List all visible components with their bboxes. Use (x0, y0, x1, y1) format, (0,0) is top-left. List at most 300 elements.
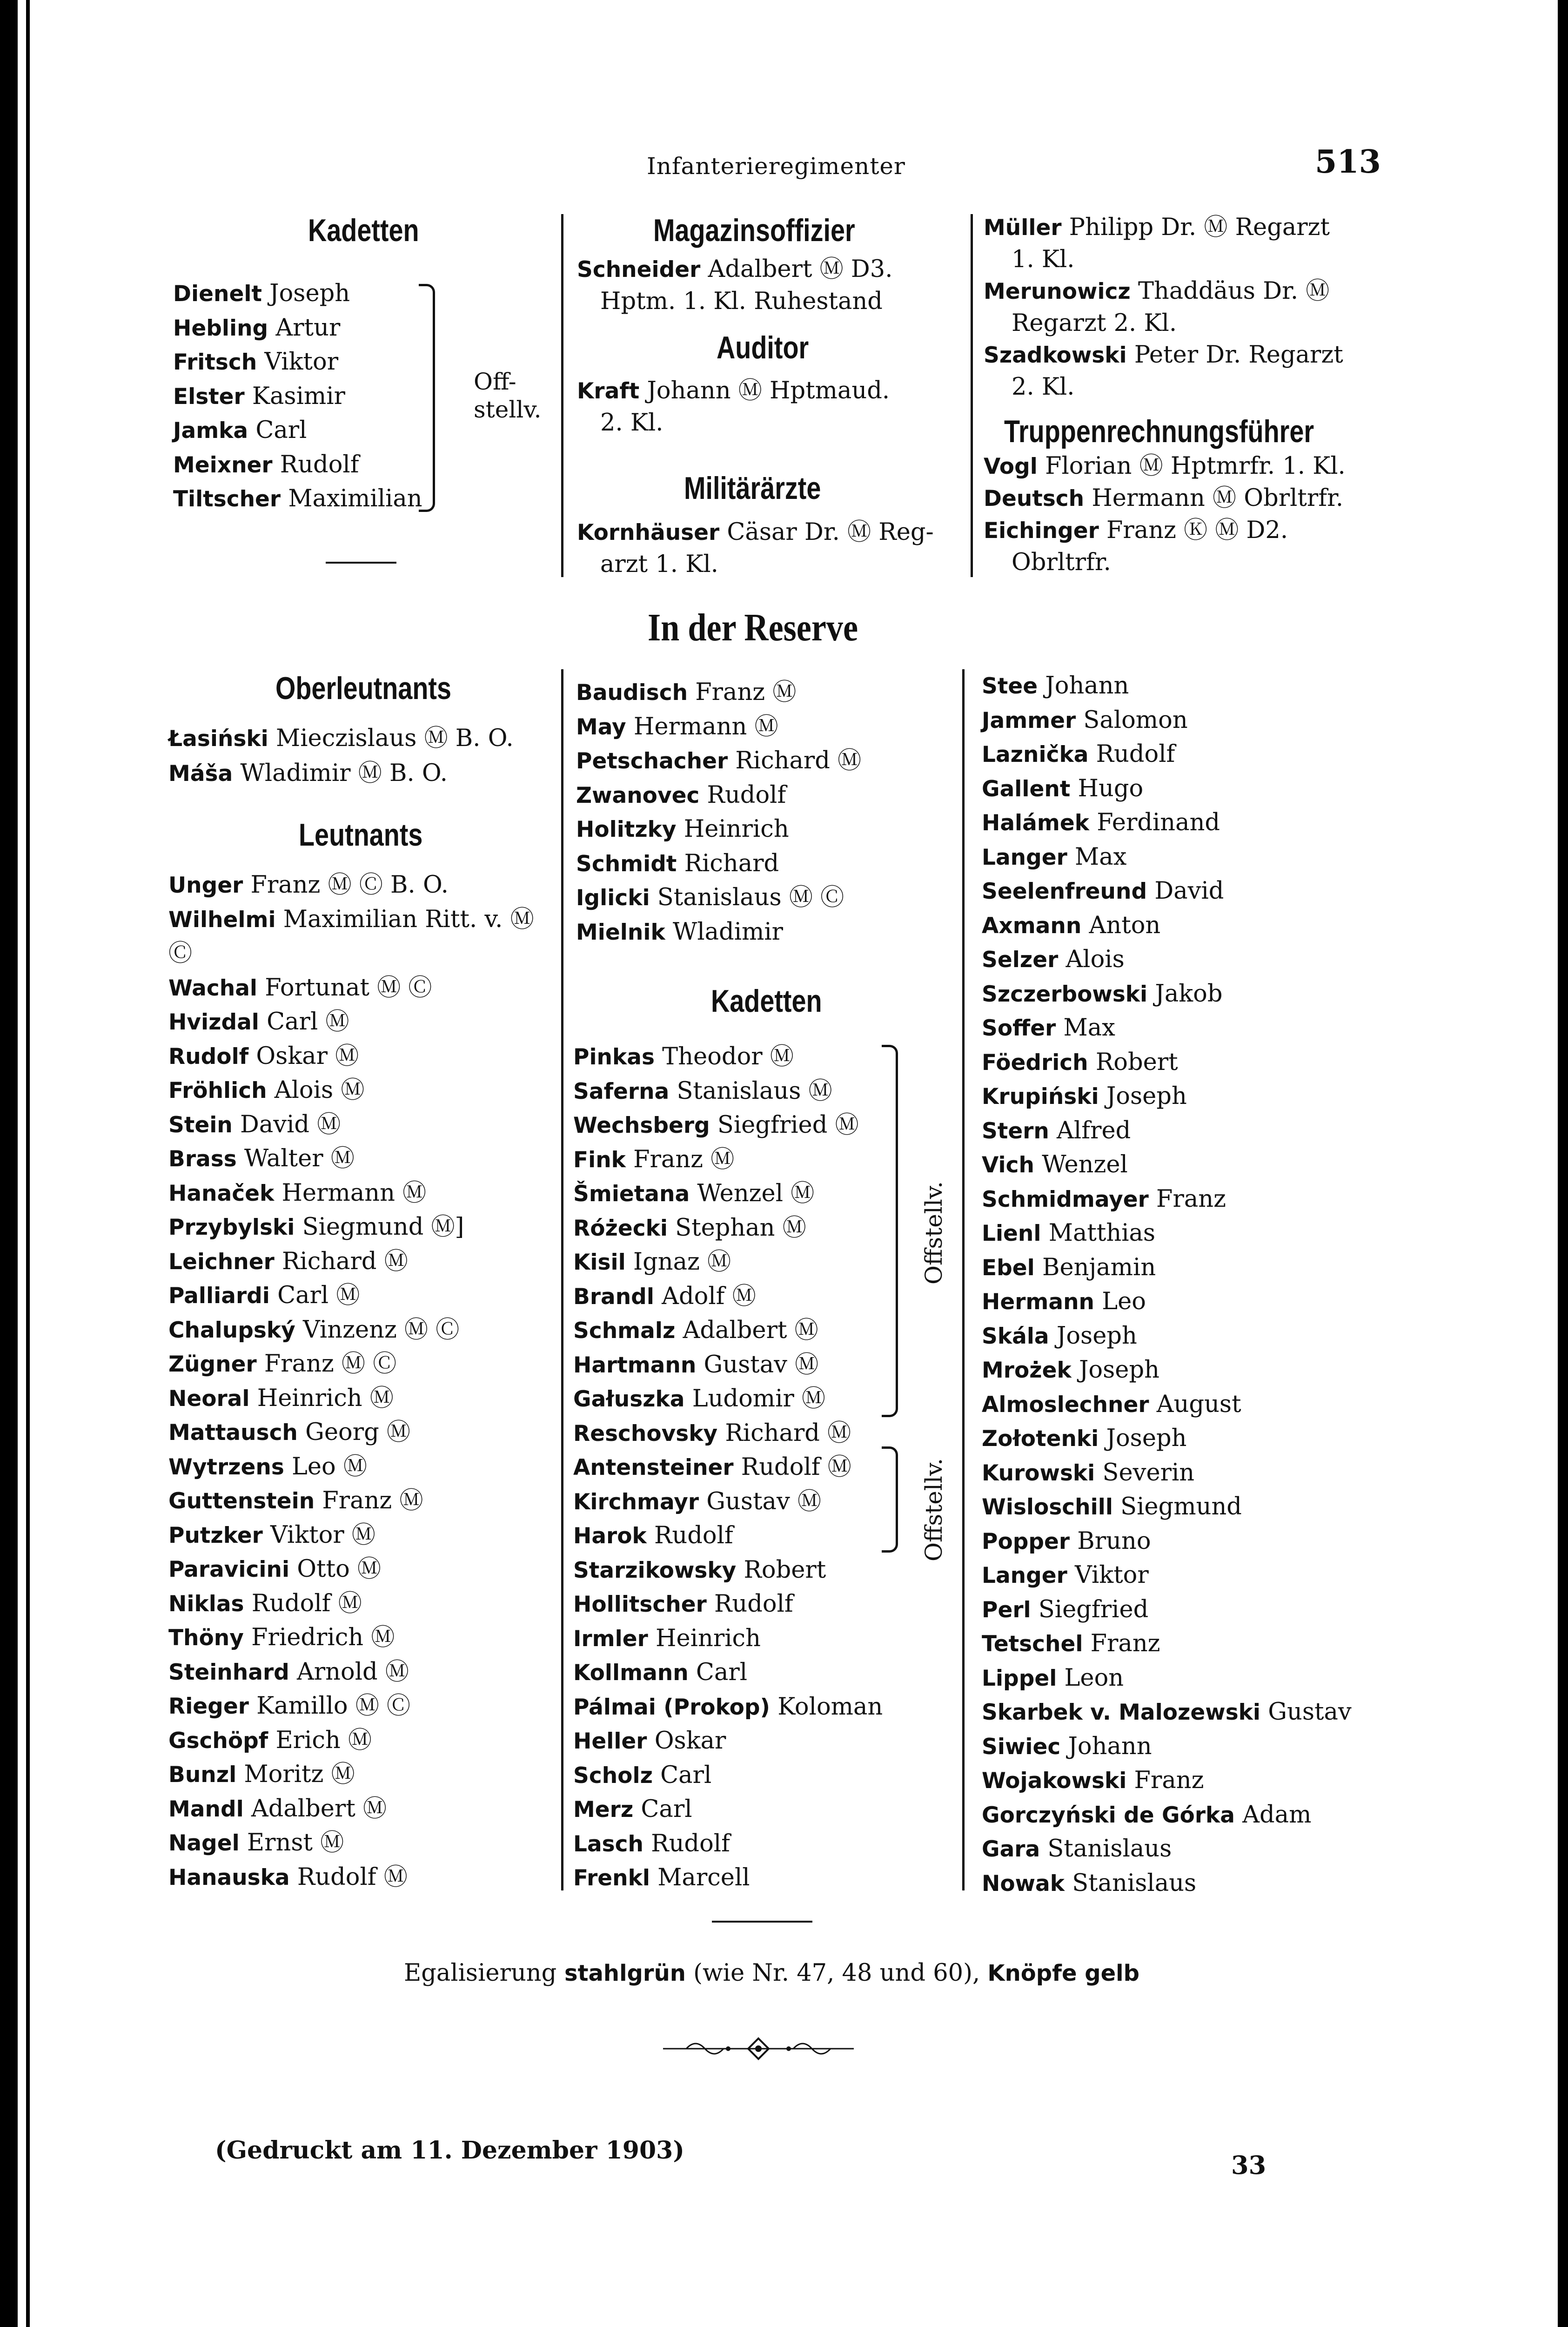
col-separator-2-bottom (962, 669, 965, 1890)
entry-given-and-rank: Koloman (770, 1693, 883, 1721)
list-item (573, 1143, 883, 1177)
entry-given-and-rank: Johann (1038, 672, 1129, 699)
list-item (573, 1314, 883, 1348)
entry-given-and-rank: Joseph (261, 280, 350, 307)
list-item (982, 704, 1352, 738)
entry-surname: Wilhelmi (168, 907, 276, 933)
militaeraerzte-heading: Militärärzte (684, 471, 821, 506)
entry-given-and-rank: Joseph (1071, 1356, 1159, 1384)
list-item (984, 483, 1346, 515)
list-item (168, 1313, 534, 1348)
footer-rule (712, 1921, 812, 1923)
entry-given-and-rank: Matthias (1041, 1219, 1156, 1247)
entry-given-and-rank: Ferdinand (1089, 809, 1220, 836)
entry-surname: Palliardi (168, 1283, 270, 1309)
list-item (168, 1279, 534, 1313)
entry-surname: Brandl (573, 1284, 654, 1310)
entry-surname: Szczerbowski (982, 981, 1148, 1007)
entry-given-and-rank: Wladimir Ⓜ B. O. (233, 760, 448, 787)
entry-surname: Elster (173, 383, 245, 410)
list-item (168, 1861, 534, 1895)
entry-surname: Zołotenki (982, 1426, 1099, 1452)
entry-surname: Starzikowsky (573, 1557, 737, 1583)
entry-given-and-rank: Rudolf Ⓜ (244, 1589, 362, 1617)
col-separator-1-top (561, 214, 563, 577)
entry-given-and-rank: Gustav (1260, 1698, 1352, 1726)
entry-surname: Wechsberg (573, 1113, 710, 1138)
entry-given-and-rank: Franz Ⓜ (625, 1145, 735, 1173)
entry-given-and-rank: Stanislaus (1065, 1869, 1197, 1897)
entry-surname: Hanauska (168, 1864, 290, 1890)
entry-given-and-rank: Viktor Ⓜ (262, 1521, 375, 1549)
entry-given-and-rank: Kasimir (244, 382, 345, 410)
entry-given-and-rank: Carl Ⓜ (259, 1008, 349, 1036)
list-item (982, 1011, 1352, 1046)
auditor-rest: Johann Ⓜ Hptmaud. (639, 377, 890, 404)
list-item (168, 1689, 534, 1724)
entry-given-and-rank: Franz Ⓜ (315, 1487, 423, 1514)
col1-oberleutnants-heading: Oberleutnants (275, 671, 451, 706)
sheet-number: 33 (1231, 2150, 1266, 2180)
list-item (173, 380, 422, 414)
entry-given-and-rank: Alois (1058, 946, 1125, 973)
entry-surname: Frenkl (573, 1865, 650, 1891)
entry-given-and-rank: Carl (633, 1796, 692, 1823)
entry-given-and-rank: Joseph (1099, 1425, 1187, 1452)
list-item (576, 881, 861, 915)
entry-surname: Mrożek (982, 1358, 1072, 1383)
entry-given-and-rank: Maximilian Ritt. v. Ⓜ (275, 905, 534, 933)
list-item (982, 1353, 1352, 1388)
entry-surname: Saferna (573, 1078, 670, 1104)
entry-surname: Holitzky (576, 817, 677, 842)
list-item (573, 1759, 883, 1793)
entry-given-and-rank: Franz Ⓜ Ⓒ (256, 1350, 397, 1378)
list-item (573, 1622, 883, 1656)
entry-surname: Chalupský (168, 1317, 295, 1343)
entry-given-and-rank: Alois Ⓜ (267, 1076, 365, 1104)
list-item (168, 868, 534, 903)
entry-surname: Soffer (982, 1016, 1056, 1041)
entry-surname: Máša (168, 761, 233, 787)
entry-surname: Kurowski (982, 1460, 1095, 1486)
entry-surname: Unger (168, 873, 243, 898)
entry-given-and-rank: Siegfried (1031, 1595, 1149, 1623)
auditor-heading: Auditor (717, 330, 809, 365)
col1-kadetten-brace (419, 284, 435, 512)
entry-given-and-rank: Salomon (1076, 706, 1188, 734)
list-item (173, 345, 422, 380)
entry-surname: Gara (982, 1836, 1040, 1862)
entry-continuation: Obrltrfr. (1012, 549, 1111, 576)
list-item (168, 756, 514, 791)
list-item (573, 1793, 883, 1827)
list-item (982, 909, 1352, 943)
list-item (576, 779, 861, 813)
entry-given-and-rank: Vinzenz Ⓜ Ⓒ (295, 1316, 460, 1344)
col1-leutnants-heading: Leutnants (299, 817, 423, 853)
entry-given-and-rank: Oskar Ⓜ (248, 1042, 359, 1070)
entry-given-and-rank: Ignaz Ⓜ (625, 1248, 731, 1276)
entry-surname: Heller (573, 1728, 647, 1754)
list-item (168, 1142, 534, 1177)
entry-given-and-rank: Franz Ⓚ Ⓜ D2. (1099, 517, 1288, 544)
entry-given-and-rank: Carl Ⓜ (269, 1282, 360, 1309)
entry-given-and-rank: Rudolf (699, 781, 786, 809)
entry-given-and-rank: Gustav Ⓜ (696, 1351, 819, 1379)
entry-given-and-rank: Marcell (650, 1864, 750, 1891)
entry-given-and-rank: Heinrich (676, 815, 789, 843)
entry-surname: Popper (982, 1528, 1070, 1554)
entry-surname: Kirchmayr (573, 1489, 699, 1515)
entry-surname: Lienl (982, 1221, 1041, 1246)
entry-given-and-rank: Wenzel Ⓜ (690, 1180, 815, 1207)
col2-kadetten-brace-1 (882, 1045, 898, 1417)
entry-given-and-rank: Hermann Ⓜ (274, 1179, 427, 1207)
entry-continuation: 1. Kl. (1012, 246, 1075, 273)
auditor-line2: 2. Kl. (600, 409, 663, 437)
entry-given-and-rank: Rudolf Ⓜ (289, 1863, 408, 1891)
scan-border-left (0, 0, 18, 2327)
entry-surname: Siwiec (982, 1734, 1061, 1760)
list-item (573, 1280, 883, 1314)
entry-given-and-rank: Siegmund (1112, 1493, 1242, 1520)
entry-surname: Mielnik (576, 919, 665, 945)
col1-kadetten-list (173, 277, 422, 517)
entry-given-and-rank: Oskar (647, 1727, 726, 1755)
entry-surname: Tetschel (982, 1631, 1083, 1657)
entry-surname: Mattausch (168, 1420, 298, 1446)
entry-given-and-rank: Hermann Ⓜ Obrltrfr. (1084, 484, 1344, 512)
entry-given-and-rank: Franz (1148, 1185, 1226, 1213)
list-item (173, 448, 422, 483)
list-item (573, 1417, 883, 1451)
col1-brace-label (474, 368, 542, 424)
entry-given-and-rank: Franz (1126, 1767, 1204, 1794)
entry-given-and-rank: Artur (268, 314, 341, 342)
entry-given-and-rank: Erich Ⓜ (268, 1726, 372, 1754)
entry-surname: Stee (982, 673, 1038, 699)
entry-given-and-rank: Ⓒ (168, 940, 193, 967)
entry-continuation: 2. Kl. (1012, 373, 1075, 401)
list-item (982, 806, 1352, 841)
list-item (576, 915, 861, 950)
entry-surname: Zwanovec (576, 782, 700, 808)
list-item (982, 1319, 1352, 1354)
entry-surname: Lippel (982, 1665, 1057, 1691)
egalisierung-ref: (wie Nr. 47, 48 und 60), (685, 1959, 988, 1987)
list-item (168, 1655, 534, 1690)
entry-surname: Pálmai (Prokop) (573, 1694, 770, 1720)
list-item (982, 1559, 1352, 1593)
entry-given-and-rank: Fortunat Ⓜ Ⓒ (257, 974, 432, 1002)
egalisierung-label: Egalisierung (404, 1959, 557, 1987)
entry-given-and-rank: Kamillo Ⓜ Ⓒ (248, 1692, 411, 1720)
entry-surname: Scholz (573, 1762, 653, 1789)
entry-surname: Wisloschill (982, 1494, 1113, 1520)
list-item (982, 841, 1352, 875)
list-item (168, 1211, 534, 1245)
entry-given-and-rank: Stephan Ⓜ (667, 1214, 806, 1242)
entry-given-and-rank: Peter Dr. Regarzt (1126, 341, 1343, 369)
entry-surname: Hartmann (573, 1352, 697, 1378)
entry-surname: Nagel (168, 1830, 240, 1856)
entry-given-and-rank: Arnold Ⓜ (289, 1658, 409, 1686)
entry-surname: Perl (982, 1597, 1031, 1623)
list-item (982, 1251, 1352, 1285)
magazinsoffizier-surname: Schneider (577, 257, 701, 282)
list-item (168, 1245, 534, 1279)
entry-given-and-rank: Anton (1081, 911, 1161, 939)
truppenrechnungsfuehrer-heading: Truppenrechnungsführer (1004, 414, 1314, 449)
list-item (982, 874, 1352, 909)
entry-surname: Wachal (168, 975, 258, 1001)
list-item (168, 1177, 534, 1211)
entry-surname: Hebling (173, 315, 268, 341)
col1-short-rule (326, 562, 396, 564)
entry-given-and-rank: Johann (1060, 1732, 1152, 1760)
entry-surname: Harok (573, 1523, 647, 1549)
entry-surname: Müller (984, 215, 1062, 241)
entry-surname: Hvizdal (168, 1009, 259, 1035)
list-item (982, 1695, 1352, 1730)
list-item (982, 1114, 1352, 1149)
list-item (168, 1758, 534, 1792)
entry-surname: Schmidmayer (982, 1186, 1149, 1212)
entry-given-and-rank: Stanislaus Ⓜ Ⓒ (650, 884, 844, 911)
entry-surname: Eichinger (984, 518, 1099, 544)
entry-surname: Reschovsky (573, 1420, 718, 1446)
entry-given-and-rank: Otto Ⓜ (289, 1555, 382, 1583)
entry-surname: Langer (982, 1563, 1067, 1588)
entry-given-and-rank: Franz (1083, 1630, 1160, 1657)
list-item (576, 676, 861, 710)
col2-brace-label-2: Offstellv. (920, 1458, 947, 1561)
list-item (982, 1832, 1352, 1867)
entry-given-and-rank: Carl (688, 1659, 748, 1686)
entry-surname: Bunzl (168, 1762, 237, 1788)
militaeraerzte-entry (577, 517, 934, 580)
entry-given-and-rank: Max (1067, 843, 1127, 871)
list-item (982, 772, 1352, 807)
list-item (168, 1382, 534, 1416)
entry-given-and-rank: Leon (1057, 1664, 1124, 1692)
list-item (982, 1798, 1352, 1833)
entry-given-and-rank: Benjamin (1034, 1253, 1156, 1281)
list-item (982, 1627, 1352, 1661)
entry-surname: Thöny (168, 1625, 244, 1651)
entry-given-and-rank: Rudolf (646, 1522, 733, 1549)
entry-given-and-rank: Richard Ⓜ (728, 747, 862, 774)
list-item (168, 1108, 534, 1143)
list-item (573, 1656, 883, 1690)
scan-border-left-inner (26, 0, 30, 2327)
list-item (168, 1621, 534, 1655)
entry-given-and-rank: Hugo (1070, 774, 1144, 802)
entry-surname: Schmidt (576, 851, 677, 877)
brace-label-line2: stellv. (474, 396, 542, 423)
entry-given-and-rank: Walter Ⓜ (236, 1145, 355, 1172)
col3-reserve-list (982, 669, 1352, 1901)
entry-given-and-rank: Siegfried Ⓜ (710, 1111, 859, 1139)
list-item (573, 1382, 883, 1417)
entry-surname: Kisil (573, 1250, 626, 1275)
entry-surname: Łasiński (168, 726, 268, 752)
list-item (982, 1661, 1352, 1696)
entry-surname: Różecki (573, 1215, 668, 1241)
entry-surname: Šmietana (573, 1181, 690, 1207)
list-item (576, 847, 861, 881)
list-item (982, 1867, 1352, 1901)
entry-given-and-rank: David (1147, 877, 1224, 905)
list-item (168, 1005, 534, 1040)
col2-brace-label-1: Offstellv. (920, 1181, 947, 1285)
entry-surname: Niklas (168, 1591, 244, 1617)
col2-kadetten-heading: Kadetten (711, 983, 822, 1019)
entry-given-and-rank: Philipp Dr. Ⓜ Regarzt (1061, 214, 1330, 241)
entry-given-and-rank: Richard Ⓜ (717, 1419, 851, 1447)
list-item (573, 1861, 883, 1896)
entry-surname: Nowak (982, 1870, 1065, 1897)
auditor-surname: Kraft (577, 378, 640, 404)
list-item (168, 1450, 534, 1485)
entry-given-and-rank: Jakob (1147, 980, 1223, 1008)
entry-given-and-rank: August (1149, 1390, 1241, 1418)
list-item (982, 1730, 1352, 1764)
list-item (573, 1348, 883, 1383)
entry-given-and-rank: Rudolf Ⓜ (733, 1453, 851, 1481)
entry-continuation: Regarzt 2. Kl. (1012, 309, 1177, 337)
entry-surname: Föedrich (982, 1049, 1088, 1076)
list-item (982, 1764, 1352, 1798)
entry-surname: Hollitscher (573, 1592, 707, 1617)
entry-surname: Kollmann (573, 1660, 689, 1686)
entry-surname: Gallent (982, 776, 1071, 802)
entry-surname: Stein (168, 1112, 233, 1138)
entry-given-and-rank: Richard Ⓜ (274, 1247, 408, 1275)
entry-surname: Krupiński (982, 1084, 1099, 1110)
list-item (576, 744, 861, 779)
printed-date: (Gedruckt am 11. Dezember 1903) (215, 2136, 684, 2165)
entry-given-and-rank: Georg Ⓜ (297, 1419, 410, 1446)
col3-truppen-list (984, 451, 1346, 578)
entry-surname: Fink (573, 1147, 626, 1173)
col3-aerzte-list (984, 212, 1343, 403)
entry-given-and-rank: Adolf Ⓜ (654, 1282, 756, 1310)
list-item (573, 1451, 883, 1485)
entry-surname: Pinkas (573, 1044, 655, 1070)
entry-given-and-rank: Florian Ⓜ Hptmrfr. 1. Kl. (1037, 452, 1346, 480)
entry-given-and-rank: Friedrich Ⓜ (243, 1624, 395, 1651)
reserve-heading: In der Reserve (648, 606, 858, 649)
entry-given-and-rank: Ludomir Ⓜ (684, 1385, 826, 1412)
entry-given-and-rank: Robert (736, 1556, 826, 1584)
entry-given-and-rank: Stanislaus Ⓜ (669, 1077, 832, 1105)
entry-surname: Meixner (173, 452, 273, 478)
entry-given-and-rank: Joseph (1049, 1322, 1137, 1350)
col2-reserve-list (576, 676, 861, 949)
ornament-divider (658, 2035, 858, 2063)
entry-surname: Mandl (168, 1796, 244, 1822)
entry-given-and-rank: David Ⓜ (232, 1110, 341, 1138)
entry-surname: Rudolf (168, 1043, 249, 1069)
entry-surname: Gałuszka (573, 1386, 685, 1412)
entry-given-and-rank: Wladimir (665, 918, 784, 946)
entry-surname: Merunowicz (984, 279, 1131, 304)
entry-surname: Zügner (168, 1352, 257, 1377)
list-item (573, 1075, 883, 1109)
entry-given-and-rank: Siegmund Ⓜ] (295, 1213, 464, 1241)
entry-surname: Skála (982, 1323, 1049, 1349)
col1-kadetten-heading: Kadetten (308, 213, 419, 248)
list-item (982, 1422, 1352, 1456)
entry-surname: Putzker (168, 1522, 263, 1548)
entry-surname: Axmann (982, 913, 1082, 939)
list-item (168, 1724, 534, 1758)
entry-given-and-rank: Stanislaus (1040, 1835, 1172, 1863)
entry-surname: Schmalz (573, 1318, 676, 1344)
entry-surname: Ebel (982, 1255, 1035, 1281)
entry-surname: Antensteiner (573, 1455, 734, 1480)
entry-given-and-rank: Maximilian (281, 485, 422, 512)
list-item (984, 515, 1346, 547)
magazinsoffizier-entry (577, 254, 892, 317)
list-item (168, 1519, 534, 1553)
list-item (982, 1593, 1352, 1628)
list-item (573, 1040, 883, 1075)
entry-surname: Steinhard (168, 1659, 289, 1685)
entry-surname: Leichner (168, 1249, 275, 1275)
entry-given-and-rank: Heinrich (648, 1624, 761, 1652)
entry-surname: Laznička (982, 742, 1089, 767)
list-item (573, 1211, 883, 1246)
entry-surname: Fröhlich (168, 1078, 267, 1103)
entry-given-and-rank: Adam (1234, 1801, 1312, 1829)
list-item (573, 1245, 883, 1280)
col2-kadetten-list (573, 1040, 883, 1896)
entry-surname: Almoslechner (982, 1392, 1149, 1418)
list-item (982, 1285, 1352, 1319)
entry-surname: Lasch (573, 1831, 643, 1857)
list-item (168, 721, 514, 756)
col-separator-2-top (971, 214, 973, 577)
list-item (573, 1485, 883, 1520)
list-item (573, 1690, 883, 1725)
list-item (173, 311, 422, 346)
entry-surname: Vogl (984, 454, 1038, 479)
entry-surname: Guttenstein (168, 1488, 315, 1514)
entry-surname: Irmler (573, 1626, 648, 1652)
entry-surname: Fritsch (173, 350, 257, 375)
page-number: 513 (1315, 143, 1381, 181)
entry-given-and-rank: Viktor (1067, 1561, 1149, 1589)
entry-given-and-rank: Alfred (1049, 1116, 1131, 1144)
magazinsoffizier-line2: Hptm. 1. Kl. Ruhestand (600, 288, 883, 315)
list-item (982, 943, 1352, 977)
entry-surname: Szadkowski (984, 343, 1127, 368)
col-separator-1-bottom (561, 669, 563, 1890)
list-item (168, 1347, 534, 1382)
list-item (168, 1792, 534, 1827)
list-item (168, 903, 534, 937)
entry-given-and-rank: Mieczislaus Ⓜ B. O. (268, 725, 514, 752)
list-item (576, 813, 861, 847)
entry-given-and-rank: Richard (677, 849, 779, 877)
entry-given-and-rank: Adalbert Ⓜ (675, 1317, 818, 1344)
entry-given-and-rank: Robert (1088, 1048, 1178, 1076)
entry-given-and-rank: Rudolf (272, 451, 359, 478)
entry-surname: Jamka (173, 418, 248, 444)
